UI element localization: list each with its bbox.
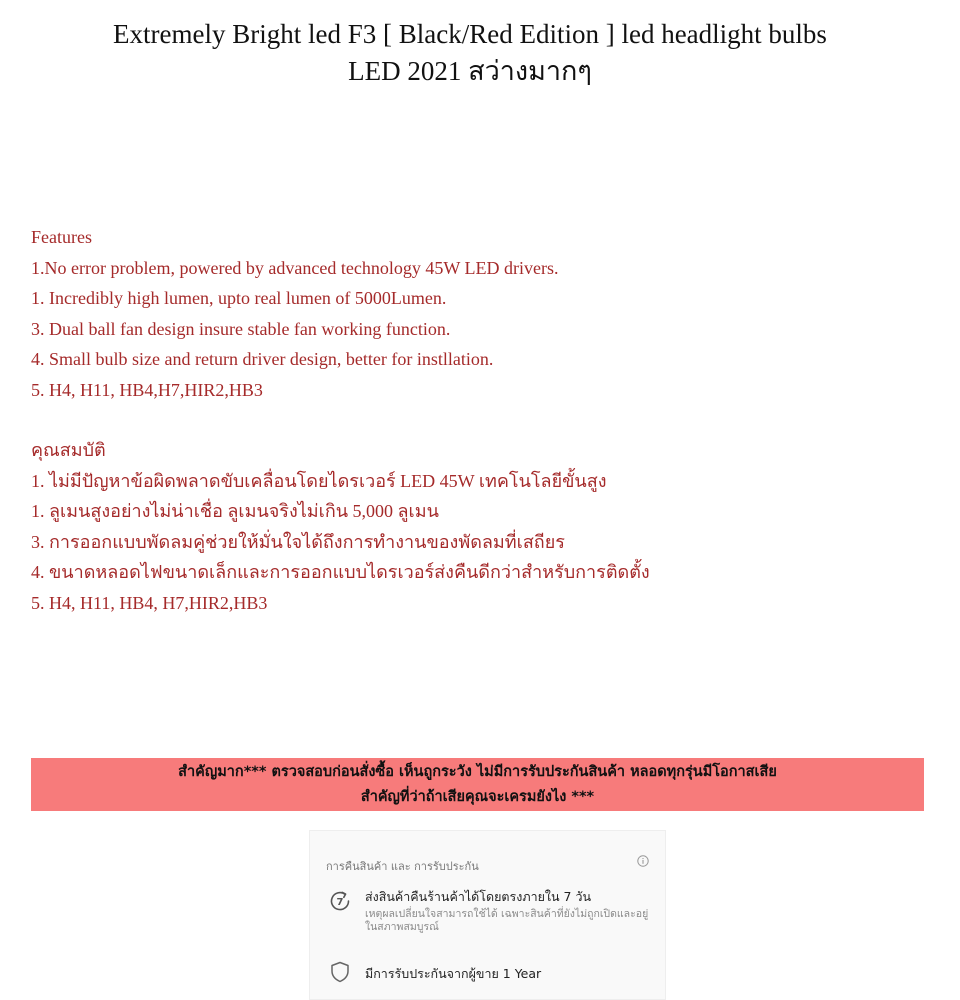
- warning-banner: [31, 758, 924, 811]
- feature-item: 1. Incredibly high lumen, upto real lumen of 5000Lumen.: [31, 288, 447, 309]
- return-icon-number: 7: [336, 897, 344, 908]
- feature-item: 1.No error problem, powered by advanced technology 45W LED drivers.: [31, 257, 559, 278]
- feature-thai-item: 4. ขนาดหลอดไฟขนาดเล็กและการออกแบบไดรเวอร์ส่งคืนดีกว่าสำหรับการติดตั้ง: [31, 562, 650, 583]
- product-title-line-2: LED 2021 สว่างมากๆ: [348, 56, 592, 86]
- return-warranty-card: [309, 830, 666, 1000]
- product-title-line-1: Extremely Bright led F3 [ Black/Red Edition ] led headlight bulbs: [113, 19, 827, 49]
- warranty-text: มีการรับประกันจากผู้ขาย 1 Year: [365, 966, 542, 981]
- shield-icon: [330, 961, 350, 983]
- feature-item: 5. H4, H11, HB4,H7,HIR2,HB3: [31, 379, 263, 400]
- features-heading: Features: [31, 227, 92, 247]
- features-thai-heading: คุณสมบัติ: [31, 440, 106, 460]
- return-7-days-icon: [328, 889, 352, 913]
- return-policy-title: ส่งสินค้าคืนร้านค้าได้โดยตรงภายใน 7 วัน: [365, 889, 592, 904]
- product-title: [0, 16, 940, 90]
- features-thai: [31, 435, 931, 619]
- feature-thai-item: 3. การออกแบบพัดลมคู่ช่วยให้มั่นใจได้ถึงการทำงานของพัดลมที่เสถียร: [31, 531, 565, 552]
- info-icon[interactable]: [637, 855, 649, 867]
- card-header: การคืนสินค้า และ การรับประกัน: [326, 860, 479, 873]
- feature-item: 3. Dual ball fan design insure stable fan working function.: [31, 318, 451, 339]
- warning-line-2: สำคัญที่ว่าถ้าเสียคุณจะเครมยังไง ***: [360, 789, 595, 805]
- features-english: [31, 222, 931, 406]
- feature-thai-item: 1. ไม่มีปัญหาข้อผิดพลาดขับเคลื่อนโดยไดรเวอร์ LED 45W เทคโนโลยีขั้นสูง: [31, 470, 607, 491]
- feature-thai-item: 5. H4, H11, HB4, H7,HIR2,HB3: [31, 592, 268, 613]
- warning-line-1: สำคัญมาก*** ตรวจสอบก่อนสั่งซื้อ เห็นถูกระวัง ไม่มีการรับประกันสินค้า หลอดทุกรุ่นมีโอกาสเสีย: [178, 764, 777, 780]
- feature-thai-item: 1. ลูเมนสูงอย่างไม่น่าเชื่อ ลูเมนจริงไม่เกิน 5,000 ลูเมน: [31, 501, 439, 522]
- feature-item: 4. Small bulb size and return driver design, better for instllation.: [31, 349, 494, 370]
- return-policy-description: เหตุผลเปลี่ยนใจสามารถใช้ได้ เฉพาะสินค้าที่ยังไม่ถูกเปิดและอยู่ในสภาพสมบูรณ์: [365, 908, 649, 933]
